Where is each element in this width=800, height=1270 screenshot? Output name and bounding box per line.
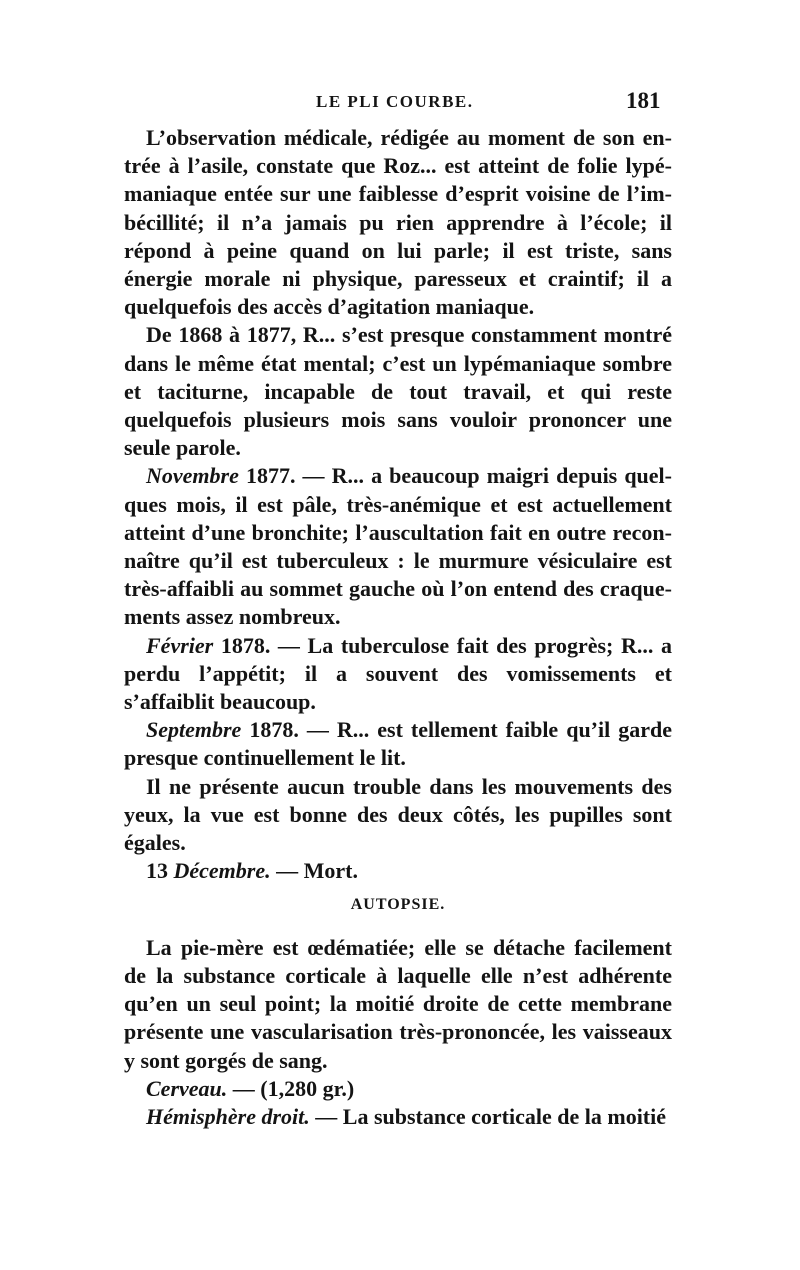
running-head bbox=[0, 88, 800, 120]
paragraph-text: 1877. — R... a beaucoup maigri depuis quelques mois, il est pâle, très-anémique et est actuellement atteint d’une bronchite; l’auscultation fait en outre reconnaître qu’il est tuberculeux : le murmure vésiculaire est très-affaibli au sommet gauche où l’on entend des craquements assez nombreux. bbox=[124, 463, 672, 630]
paragraph-text: 1878. — R... est tellement faible qu’il garde presque continuellement le lit. bbox=[124, 717, 672, 771]
running-title: LE PLI COURBE. bbox=[316, 92, 474, 111]
date-lead: Septembre bbox=[146, 717, 242, 743]
paragraph-september-1878 bbox=[124, 716, 672, 772]
page-number: 181 bbox=[626, 88, 661, 113]
paragraph-eyes bbox=[124, 773, 672, 858]
paragraph-brain-weight bbox=[124, 1075, 672, 1103]
date-lead: Décembre. bbox=[173, 858, 271, 884]
subject-lead: Hémisphère droit. bbox=[146, 1103, 310, 1129]
paragraph-text: L’observation médicale, rédigée au moment de son entrée à l’asile, constate que Roz... est atteint de folie lypémaniaque entée sur une faiblesse d’esprit voisine de l’imbécillité; il n’a jamais pu rien apprendre à l’école; il répond à peine quand on lui parle; il est triste, sans énergie morale ni physique, paresseux et craintif; il a quelquefois des accès d’agitation maniaque. bbox=[124, 125, 672, 320]
section-heading-autopsy: AUTOPSIE. bbox=[350, 896, 446, 914]
subject-lead: Cerveau. bbox=[146, 1075, 228, 1101]
paragraph-admission bbox=[124, 124, 672, 321]
paragraph-right-hemisphere bbox=[124, 1103, 672, 1131]
paragraph-pia-mater bbox=[124, 934, 672, 1075]
paragraph-text: — La substance corticale de la moitié bbox=[309, 1103, 667, 1129]
paragraph-text: — (1,280 gr.) bbox=[227, 1075, 355, 1101]
date-lead: Novembre bbox=[146, 463, 239, 489]
body-text bbox=[124, 124, 672, 1131]
paragraph-text: 1878. — La tuberculose fait des progrès; R... a perdu l’appétit; il a souvent des vomissements et s’affaiblit beaucoup. bbox=[124, 632, 672, 715]
paragraph-death bbox=[124, 857, 672, 885]
paragraph-text: De 1868 à 1877, R... s’est presque constamment montré dans le même état mental; c’est un lypémaniaque sombre et taciturne, incapable de tout travail, et qui reste quelquefois plusieurs mois sans vouloir prononcer une seule parole. bbox=[124, 322, 672, 461]
date-lead: Février bbox=[146, 632, 214, 658]
paragraph-february-1878 bbox=[124, 632, 672, 717]
paragraph-1868-1877 bbox=[124, 321, 672, 462]
paragraph-november-1877 bbox=[124, 462, 672, 631]
paragraph-text: La pie-mère est œdématiée; elle se détache facilement de la substance corticale à laquelle elle n’est adhérente qu’en un seul point; la moitié droite de cette membrane présente une vascularisation très-prononcée, les vaisseaux y sont gorgés de sang. bbox=[124, 934, 672, 1073]
paragraph-text: Il ne présente aucun trouble dans les mouvements des yeux, la vue est bonne des deux côtés, les pupilles sont égales. bbox=[124, 773, 672, 856]
date-prefix: 13 bbox=[146, 858, 174, 884]
paragraph-text: — Mort. bbox=[270, 858, 358, 884]
